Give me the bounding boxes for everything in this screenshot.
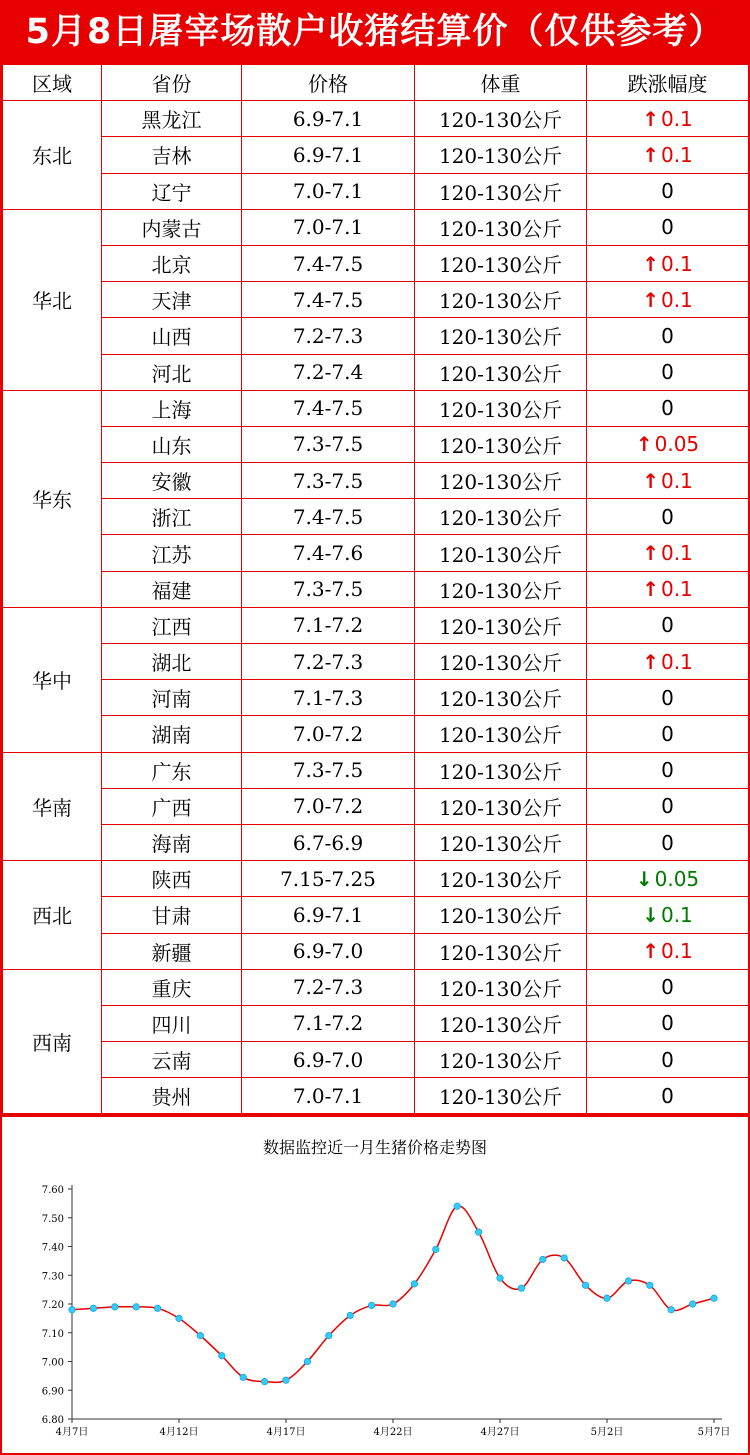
data-point xyxy=(647,1282,653,1288)
table-row xyxy=(3,861,749,897)
weight-cell: 120-130公斤 xyxy=(415,1005,587,1041)
change-cell xyxy=(587,209,749,245)
change-value: 0 xyxy=(661,685,674,710)
arrow-up-icon: ↑ xyxy=(635,432,653,457)
province-cell: 新疆 xyxy=(102,933,242,969)
data-point xyxy=(347,1312,353,1318)
table-row xyxy=(3,282,749,318)
change-cell xyxy=(587,318,749,354)
price-cell: 7.3-7.5 xyxy=(242,571,415,607)
province-cell: 广西 xyxy=(102,788,242,824)
series-line xyxy=(72,1206,714,1382)
table-row xyxy=(3,607,749,643)
change-value: 0.1 xyxy=(660,287,693,312)
table-row xyxy=(3,644,749,680)
data-point xyxy=(454,1203,460,1209)
change-cell xyxy=(587,426,749,462)
province-cell: 上海 xyxy=(102,390,242,426)
x-tick-label: 5月2日 xyxy=(590,1427,624,1438)
weight-cell: 120-130公斤 xyxy=(415,499,587,535)
table-row xyxy=(3,390,749,426)
province-cell: 北京 xyxy=(102,245,242,281)
table-row xyxy=(3,969,749,1005)
weight-cell: 120-130公斤 xyxy=(415,716,587,752)
change-cell xyxy=(587,1042,749,1078)
data-point xyxy=(283,1377,289,1383)
price-cell: 6.9-7.0 xyxy=(242,933,415,969)
region-cell: 华北 xyxy=(3,209,102,390)
y-tick-label: 7.20 xyxy=(41,1300,64,1311)
change-cell xyxy=(587,933,749,969)
data-point xyxy=(604,1295,610,1301)
province-cell: 山西 xyxy=(102,318,242,354)
province-cell: 海南 xyxy=(102,824,242,860)
province-cell: 湖北 xyxy=(102,644,242,680)
data-point xyxy=(368,1302,374,1308)
change-cell xyxy=(587,788,749,824)
weight-cell: 120-130公斤 xyxy=(415,535,587,571)
table-row xyxy=(3,571,749,607)
change-value: 0.1 xyxy=(660,649,693,674)
change-cell xyxy=(587,245,749,281)
weight-cell: 120-130公斤 xyxy=(415,607,587,643)
weight-cell: 120-130公斤 xyxy=(415,101,587,137)
weight-cell: 120-130公斤 xyxy=(415,897,587,933)
weight-cell: 120-130公斤 xyxy=(415,969,587,1005)
weight-cell: 120-130公斤 xyxy=(415,1042,587,1078)
weight-cell: 120-130公斤 xyxy=(415,318,587,354)
change-cell xyxy=(587,716,749,752)
price-cell: 7.0-7.1 xyxy=(242,1078,415,1114)
change-value: 0 xyxy=(661,323,674,348)
province-cell: 广东 xyxy=(102,752,242,788)
header-province: 省份 xyxy=(102,65,242,101)
change-value: 0.1 xyxy=(660,939,693,964)
header-weight: 体重 xyxy=(415,65,587,101)
data-point xyxy=(326,1332,332,1338)
y-tick-label: 6.80 xyxy=(41,1415,64,1426)
province-cell: 黑龙江 xyxy=(102,101,242,137)
table-row xyxy=(3,318,749,354)
chart-title: 数据监控近一月生猪价格走势图 xyxy=(262,1138,487,1157)
table-row xyxy=(3,137,749,173)
region-cell: 东北 xyxy=(3,101,102,210)
data-point xyxy=(90,1305,96,1311)
change-value: 0.1 xyxy=(660,541,693,566)
arrow-up-icon: ↑ xyxy=(642,251,659,276)
province-cell: 江苏 xyxy=(102,535,242,571)
data-point xyxy=(112,1304,118,1310)
table-row xyxy=(3,897,749,933)
x-tick-label: 4月7日 xyxy=(55,1427,89,1438)
price-cell: 7.0-7.2 xyxy=(242,788,415,824)
arrow-up-icon: ↑ xyxy=(642,287,659,312)
change-cell xyxy=(587,607,749,643)
data-point xyxy=(69,1307,75,1313)
data-point xyxy=(497,1275,503,1281)
data-point xyxy=(411,1281,417,1287)
change-value: 0 xyxy=(661,613,674,638)
data-point xyxy=(240,1374,246,1380)
page-title: 5月8日屠宰场散户收猪结算价（仅供参考） xyxy=(25,12,725,52)
x-tick-label: 4月27日 xyxy=(480,1427,520,1438)
table-row xyxy=(3,933,749,969)
change-cell xyxy=(587,752,749,788)
change-cell xyxy=(587,173,749,209)
price-cell: 7.3-7.5 xyxy=(242,752,415,788)
arrow-up-icon: ↑ xyxy=(642,541,659,566)
change-cell xyxy=(587,1078,749,1114)
x-tick-label: 5月7日 xyxy=(697,1427,731,1438)
province-cell: 吉林 xyxy=(102,137,242,173)
change-cell xyxy=(587,1005,749,1041)
region-cell: 西南 xyxy=(3,969,102,1114)
table-row xyxy=(3,426,749,462)
change-cell xyxy=(587,282,749,318)
data-point xyxy=(518,1285,524,1291)
price-cell: 7.4-7.6 xyxy=(242,535,415,571)
province-cell: 云南 xyxy=(102,1042,242,1078)
arrow-up-icon: ↑ xyxy=(642,577,659,602)
change-cell xyxy=(587,535,749,571)
trend-chart xyxy=(2,1117,748,1453)
change-cell xyxy=(587,499,749,535)
province-cell: 山东 xyxy=(102,426,242,462)
weight-cell: 120-130公斤 xyxy=(415,354,587,390)
change-value: 0.1 xyxy=(660,106,693,131)
weight-cell: 120-130公斤 xyxy=(415,426,587,462)
change-cell xyxy=(587,644,749,680)
price-cell: 7.0-7.2 xyxy=(242,716,415,752)
change-value: 0 xyxy=(661,1083,674,1108)
change-value: 0 xyxy=(661,360,674,385)
data-point xyxy=(219,1353,225,1359)
data-point xyxy=(711,1295,717,1301)
price-cell: 7.2-7.3 xyxy=(242,318,415,354)
table-row xyxy=(3,245,749,281)
price-cell: 6.7-6.9 xyxy=(242,824,415,860)
change-cell xyxy=(587,969,749,1005)
change-cell xyxy=(587,354,749,390)
data-point xyxy=(176,1315,182,1321)
data-point xyxy=(304,1358,310,1364)
x-tick-label: 4月17日 xyxy=(266,1427,306,1438)
table-row xyxy=(3,716,749,752)
price-cell: 7.0-7.1 xyxy=(242,209,415,245)
province-cell: 陕西 xyxy=(102,861,242,897)
price-cell: 6.9-7.1 xyxy=(242,137,415,173)
table-row xyxy=(3,752,749,788)
arrow-up-icon: ↑ xyxy=(642,939,659,964)
price-cell: 7.3-7.5 xyxy=(242,426,415,462)
header-region: 区域 xyxy=(3,65,102,101)
province-cell: 四川 xyxy=(102,1005,242,1041)
weight-cell: 120-130公斤 xyxy=(415,245,587,281)
data-point xyxy=(625,1278,631,1284)
price-cell: 7.1-7.2 xyxy=(242,607,415,643)
province-cell: 重庆 xyxy=(102,969,242,1005)
data-point xyxy=(154,1305,160,1311)
table-row xyxy=(3,463,749,499)
weight-cell: 120-130公斤 xyxy=(415,137,587,173)
arrow-up-icon: ↑ xyxy=(642,649,659,674)
table-row xyxy=(3,1078,749,1114)
province-cell: 辽宁 xyxy=(102,173,242,209)
table-row xyxy=(3,499,749,535)
province-cell: 贵州 xyxy=(102,1078,242,1114)
table-row xyxy=(3,680,749,716)
trend-chart-svg xyxy=(2,1117,748,1453)
price-cell: 7.0-7.1 xyxy=(242,173,415,209)
weight-cell: 120-130公斤 xyxy=(415,824,587,860)
province-cell: 湖南 xyxy=(102,716,242,752)
region-cell: 华中 xyxy=(3,607,102,752)
change-cell xyxy=(587,390,749,426)
province-cell: 江西 xyxy=(102,607,242,643)
province-cell: 安徽 xyxy=(102,463,242,499)
arrow-up-icon: ↑ xyxy=(642,468,659,493)
data-point xyxy=(668,1307,674,1313)
table-row xyxy=(3,1005,749,1041)
change-cell xyxy=(587,137,749,173)
weight-cell: 120-130公斤 xyxy=(415,282,587,318)
x-tick-label: 4月22日 xyxy=(373,1427,413,1438)
province-cell: 河北 xyxy=(102,354,242,390)
weight-cell: 120-130公斤 xyxy=(415,209,587,245)
price-cell: 7.4-7.5 xyxy=(242,282,415,318)
change-cell xyxy=(587,680,749,716)
table-row xyxy=(3,173,749,209)
weight-cell: 120-130公斤 xyxy=(415,390,587,426)
weight-cell: 120-130公斤 xyxy=(415,933,587,969)
data-point xyxy=(133,1304,139,1310)
header-price: 价格 xyxy=(242,65,415,101)
y-tick-label: 7.10 xyxy=(41,1328,64,1340)
province-cell: 福建 xyxy=(102,571,242,607)
weight-cell: 120-130公斤 xyxy=(415,861,587,897)
price-cell: 7.4-7.5 xyxy=(242,390,415,426)
table-row xyxy=(3,101,749,137)
price-cell: 7.3-7.5 xyxy=(242,463,415,499)
price-table xyxy=(2,64,749,1114)
data-point xyxy=(540,1256,546,1262)
y-tick-label: 7.30 xyxy=(41,1271,64,1283)
x-tick-label: 4月12日 xyxy=(159,1427,199,1438)
data-point xyxy=(561,1255,567,1261)
table-row xyxy=(3,1042,749,1078)
header-change: 跌涨幅度 xyxy=(587,65,749,101)
change-cell xyxy=(587,897,749,933)
table-row xyxy=(3,209,749,245)
table-row xyxy=(3,535,749,571)
province-cell: 河南 xyxy=(102,680,242,716)
price-cell: 7.2-7.4 xyxy=(242,354,415,390)
province-cell: 甘肃 xyxy=(102,897,242,933)
change-value: 0 xyxy=(661,1047,674,1072)
price-cell: 7.2-7.3 xyxy=(242,644,415,680)
price-cell: 7.4-7.5 xyxy=(242,499,415,535)
region-cell: 华东 xyxy=(3,390,102,607)
y-tick-label: 6.90 xyxy=(41,1386,64,1398)
data-point xyxy=(475,1229,481,1235)
change-cell xyxy=(587,463,749,499)
table-row xyxy=(3,824,749,860)
province-cell: 浙江 xyxy=(102,499,242,535)
change-value: 0 xyxy=(661,721,674,746)
price-cell: 6.9-7.0 xyxy=(242,1042,415,1078)
region-cell: 西北 xyxy=(3,861,102,970)
change-cell xyxy=(587,101,749,137)
price-cell: 7.2-7.3 xyxy=(242,969,415,1005)
region-cell: 华南 xyxy=(3,752,102,861)
weight-cell: 120-130公斤 xyxy=(415,680,587,716)
change-value: 0 xyxy=(661,504,674,529)
data-point xyxy=(261,1378,267,1384)
change-cell xyxy=(587,571,749,607)
data-point xyxy=(689,1301,695,1307)
price-cell: 6.9-7.1 xyxy=(242,101,415,137)
change-value: 0.1 xyxy=(660,902,693,927)
change-value: 0 xyxy=(661,396,674,421)
arrow-up-icon: ↑ xyxy=(642,142,659,167)
change-cell xyxy=(587,861,749,897)
change-cell xyxy=(587,824,749,860)
weight-cell: 120-130公斤 xyxy=(415,1078,587,1114)
arrow-down-icon: ↓ xyxy=(635,866,653,891)
price-cell: 7.1-7.2 xyxy=(242,1005,415,1041)
table-row xyxy=(3,788,749,824)
data-point xyxy=(197,1332,203,1338)
change-value: 0 xyxy=(661,758,674,783)
table-row xyxy=(3,354,749,390)
price-cell: 6.9-7.1 xyxy=(242,897,415,933)
change-value: 0 xyxy=(661,1011,674,1036)
data-point xyxy=(433,1246,439,1252)
arrow-down-icon: ↓ xyxy=(642,902,659,927)
change-value: 0.1 xyxy=(660,468,693,493)
price-cell: 7.15-7.25 xyxy=(242,861,415,897)
weight-cell: 120-130公斤 xyxy=(415,752,587,788)
weight-cell: 120-130公斤 xyxy=(415,571,587,607)
change-value: 0 xyxy=(661,830,674,855)
weight-cell: 120-130公斤 xyxy=(415,173,587,209)
change-value: 0.05 xyxy=(654,432,700,457)
change-value: 0 xyxy=(661,794,674,819)
change-value: 0.05 xyxy=(654,866,700,891)
price-cell: 7.1-7.3 xyxy=(242,680,415,716)
data-point xyxy=(582,1282,588,1288)
y-tick-label: 7.60 xyxy=(41,1185,64,1196)
province-cell: 天津 xyxy=(102,282,242,318)
weight-cell: 120-130公斤 xyxy=(415,463,587,499)
arrow-up-icon: ↑ xyxy=(642,106,659,131)
y-tick-label: 7.50 xyxy=(41,1213,64,1225)
weight-cell: 120-130公斤 xyxy=(415,644,587,680)
y-tick-label: 7.00 xyxy=(41,1357,64,1369)
price-cell: 7.4-7.5 xyxy=(242,245,415,281)
weight-cell: 120-130公斤 xyxy=(415,788,587,824)
province-cell: 内蒙古 xyxy=(102,209,242,245)
table-header-row xyxy=(3,65,749,101)
data-point xyxy=(390,1301,396,1307)
change-value: 0 xyxy=(661,179,674,204)
change-value: 0.1 xyxy=(660,577,693,602)
change-value: 0.1 xyxy=(660,251,693,276)
change-value: 0 xyxy=(661,215,674,240)
change-value: 0.1 xyxy=(660,142,693,167)
change-value: 0 xyxy=(661,975,674,1000)
y-tick-label: 7.40 xyxy=(41,1242,64,1254)
